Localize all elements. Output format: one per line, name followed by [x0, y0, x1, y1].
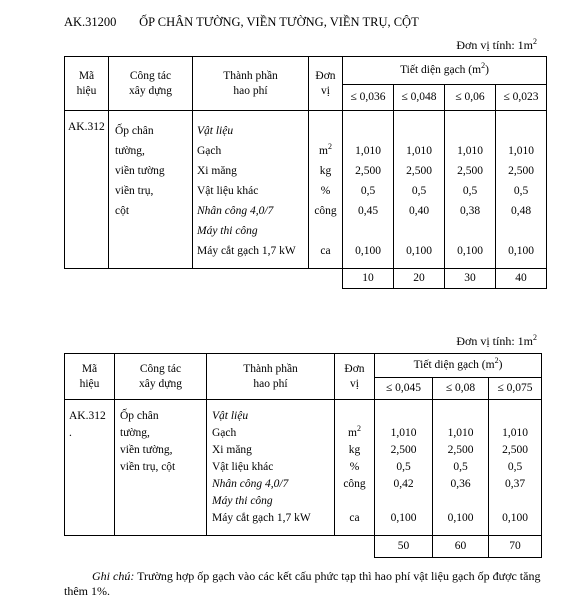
work-cell: Ốp chân tường, viền tường, viền trụ, cột — [115, 400, 207, 536]
note-label: Ghi chú: — [92, 569, 135, 583]
unit-cell — [335, 400, 375, 536]
norm-value: 0,5 — [396, 461, 411, 473]
col-header-section: Tiết diện gạch $(m^2)$ — [375, 354, 542, 378]
component-name: Nhân công 4,0/7 — [197, 205, 274, 217]
size-header: ≤ 0,048 — [394, 85, 445, 111]
norm-value — [433, 493, 488, 510]
norm-value: 0,5 — [453, 461, 468, 473]
component-cell — [207, 400, 335, 536]
norm-value: 0,100 — [355, 245, 381, 257]
norm-value — [489, 493, 541, 510]
norm-value: 0,100 — [457, 245, 483, 257]
note-paragraph — [64, 569, 544, 599]
norm-value: 0,36 — [450, 478, 471, 490]
col-header-unit: Đơn vị — [309, 57, 343, 111]
unit-value: $m^2$ — [319, 142, 332, 157]
footer-number: 30 — [445, 269, 496, 289]
norm-value: 2,500 — [406, 165, 432, 177]
norm-value — [375, 493, 432, 510]
norm-value: 0,5 — [411, 185, 427, 197]
unit-value — [309, 121, 342, 141]
norm-value: 0,38 — [459, 205, 481, 217]
section-title: ỐP CHÂN TƯỜNG, VIỀN TƯỜNG, VIỀN TRỤ, CỘT — [139, 15, 419, 29]
component-name: Máy cắt gạch 1,7 kW — [212, 512, 311, 524]
norm-value: 2,500 — [447, 444, 474, 456]
code-cell: AK.312 . — [65, 400, 115, 536]
norm-value — [496, 221, 546, 241]
section-code: AK.31200 — [64, 15, 117, 29]
norm-value: 2,500 — [502, 444, 528, 456]
component-name: Vật liệu khác — [212, 461, 274, 473]
section-heading — [64, 15, 544, 30]
norm-value: 1,010 — [406, 145, 432, 157]
note-text: Trường hợp ốp gạch vào các kết cấu phức tạp thì hao phí vật liệu gạch ốp được tăng thêm 1%. — [64, 569, 541, 598]
norm-value: 0,37 — [504, 478, 526, 490]
unit-value: ca — [349, 512, 360, 524]
value-cell — [496, 111, 547, 269]
norm-value: 0,5 — [507, 461, 523, 473]
work-cell: Ốp chân tường, viền tường viền trụ, cột — [109, 111, 193, 269]
norm-value — [343, 121, 393, 141]
size-header: ≤ 0,045 — [375, 378, 433, 400]
norm-value: 0,100 — [390, 512, 417, 524]
norm-value: 0,5 — [360, 185, 376, 197]
col-header-section: Tiết diện gạch $(m^2)$ — [343, 57, 547, 85]
size-header: ≤ 0,023 — [496, 85, 547, 111]
value-cell — [343, 111, 394, 269]
unit-label-2: Đơn vị tính: $1m^2$ — [456, 333, 537, 348]
norm-table-2 — [64, 353, 542, 558]
norm-value: 0,40 — [408, 205, 430, 217]
norm-value — [445, 121, 495, 141]
norm-value — [445, 221, 495, 241]
unit-cell — [309, 111, 343, 269]
col-header-component: Thành phần hao phí — [207, 354, 335, 400]
unit-value — [309, 221, 342, 241]
norm-value: 0,45 — [357, 205, 379, 217]
value-cell — [375, 400, 433, 536]
norm-value: 0,100 — [508, 245, 534, 257]
norm-value: 1,010 — [447, 427, 474, 439]
norm-value: 1,010 — [355, 145, 381, 157]
norm-value: 0,100 — [406, 245, 432, 257]
unit-value: $m^2$ — [348, 424, 361, 439]
footer-number: 20 — [394, 269, 445, 289]
col-header-work: Công tác xây dựng — [115, 354, 207, 400]
component-name: Vật liệu — [197, 125, 234, 137]
norm-value: 1,010 — [508, 145, 534, 157]
footer-number: 10 — [343, 269, 394, 289]
norm-value: 0,100 — [447, 512, 474, 524]
size-header: ≤ 0,075 — [489, 378, 542, 400]
footer-number: 40 — [496, 269, 547, 289]
col-header-component: Thành phần hao phí — [193, 57, 309, 111]
norm-value — [433, 408, 488, 425]
value-cell — [394, 111, 445, 269]
norm-value — [394, 221, 444, 241]
component-name: Gạch — [212, 427, 237, 439]
col-header-unit: Đơn vị — [335, 354, 375, 400]
size-header: ≤ 0,036 — [343, 85, 394, 111]
norm-value: 2,500 — [355, 165, 381, 177]
norm-value: 0,5 — [462, 185, 478, 197]
norm-table-1 — [64, 56, 547, 289]
unit-value: % — [349, 461, 360, 473]
value-cell — [445, 111, 496, 269]
norm-value: 2,500 — [457, 165, 483, 177]
unit-value: ca — [320, 245, 331, 257]
size-header: ≤ 0,08 — [433, 378, 489, 400]
unit-label-1: Đơn vị tính: $1m^2$ — [456, 37, 537, 52]
col-header-work: Công tác xây dựng — [109, 57, 193, 111]
value-cell — [489, 400, 542, 536]
norm-value: 2,500 — [390, 444, 417, 456]
unit-value: công — [343, 478, 366, 490]
component-name: Máy thi công — [197, 225, 258, 237]
unit-value — [335, 493, 374, 510]
unit-value: % — [320, 185, 331, 197]
footer-number: 60 — [433, 536, 489, 558]
component-name: Nhân công 4,0/7 — [212, 478, 289, 490]
norm-value — [375, 408, 432, 425]
component-name: Vật liệu khác — [197, 185, 259, 197]
value-cell — [433, 400, 489, 536]
norm-value: 1,010 — [457, 145, 483, 157]
norm-value — [343, 221, 393, 241]
norm-value: 1,010 — [502, 427, 528, 439]
norm-value: 0,5 — [513, 185, 529, 197]
norm-value: 0,100 — [502, 512, 528, 524]
component-name: Máy thi công — [212, 495, 273, 507]
footer-number: 70 — [489, 536, 542, 558]
norm-value — [489, 408, 541, 425]
col-header-code: Mã hiệu — [65, 354, 115, 400]
component-name: Xi măng — [197, 165, 237, 177]
norm-value: 2,500 — [508, 165, 534, 177]
unit-value — [335, 408, 374, 425]
norm-value: 0,48 — [510, 205, 532, 217]
component-name: Xi măng — [212, 444, 252, 456]
norm-value: 1,010 — [390, 427, 417, 439]
norm-value — [496, 121, 546, 141]
component-name: Gạch — [197, 145, 222, 157]
component-cell — [193, 111, 309, 269]
size-header: ≤ 0,06 — [445, 85, 496, 111]
unit-value: kg — [319, 165, 332, 177]
component-name: Vật liệu — [212, 410, 249, 422]
component-name: Máy cắt gạch 1,7 kW — [197, 245, 296, 257]
col-header-code: Mã hiệu — [65, 57, 109, 111]
footer-number: 50 — [375, 536, 433, 558]
norm-value: 0,42 — [393, 478, 414, 490]
code-cell: AK.312 — [65, 111, 109, 269]
norm-value — [394, 121, 444, 141]
unit-value: kg — [348, 444, 361, 456]
unit-value: công — [314, 205, 337, 217]
